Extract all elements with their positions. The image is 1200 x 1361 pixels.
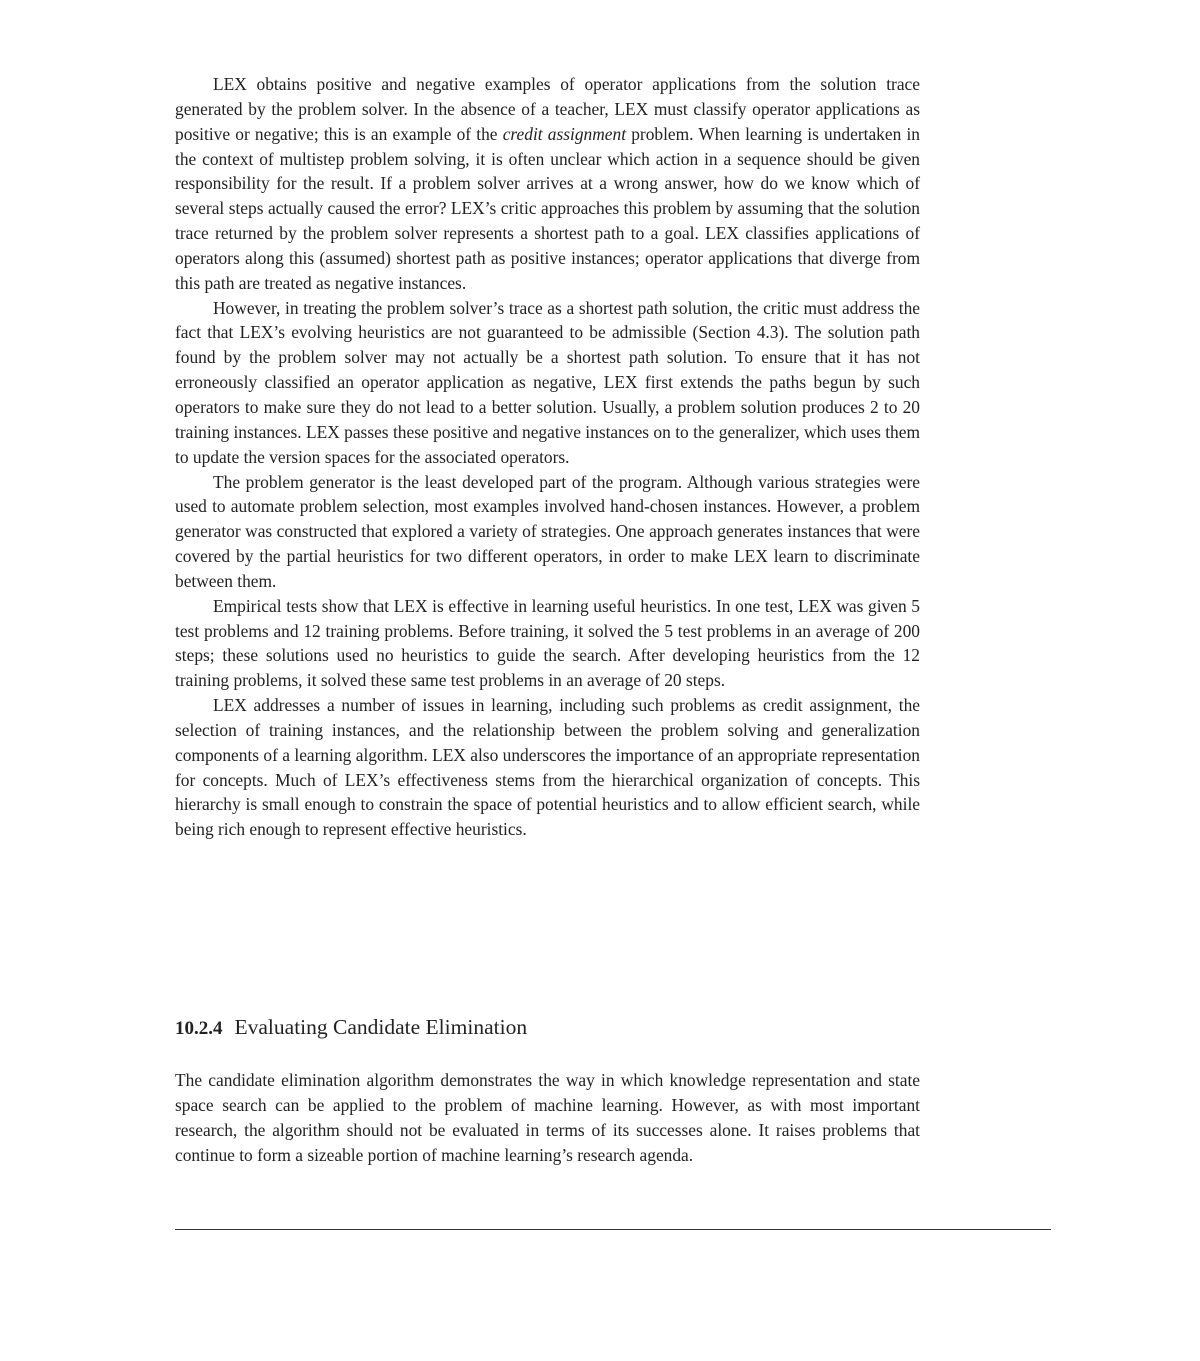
section-title: Evaluating Candidate Elimination xyxy=(234,1015,528,1039)
paragraph-text: problem. When learning is undertaken in the context of multistep problem solving, it is often unclear which action in a sequence should be given responsibility for the result. If a problem solver arrives at a wrong answer, how do we know which of several steps actually caused the error? LEX’s critic approaches this problem by assuming that the solution trace returned by the problem solver represents a shortest path to a goal. LEX classifies applications of operators along this (assumed) shortest path as positive instances; operator applications that diverge from this path are treated as negative instances. xyxy=(175,123,920,293)
paragraph-text: LEX obtains positive and negative examples of operator applications from the solution trace generated by the problem solver. In the absence of a teacher, LEX must classify operator applications as positive or negative; this is an example of the xyxy=(175,74,920,144)
emphasis-credit-assignment: credit assignment xyxy=(502,123,627,144)
paragraph-problem-generator: The problem generator is the least developed part of the program. Although various strategies were used to automate problem selection, most examples involved hand-chosen instances. However, a problem generator was constructed that explored a variety of strategies. One approach generates instances that were covered by the partial heuristics for two different operators, in order to make LEX learn to discriminate between them. xyxy=(175,471,920,591)
paragraph-empirical-tests: Empirical tests show that LEX is effective in learning useful heuristics. In one test, LEX was given 5 test problems and 12 training problems. Before training, it solved the 5 test problems in an average of 200 steps; these solutions used no heuristics to guide the search. After developing heuristics from the 12 training problems, it solved these same test problems in an average of 20 steps. xyxy=(175,595,920,691)
paragraph-candidate-elimination: The candidate elimination algorithm demonstrates the way in which knowledge representation and state space search can be applied to the problem of machine learning. However, as with most important research, the algorithm should not be evaluated in terms of its successes alone. It raises problems that continue to form a sizeable portion of machine learning’s research agenda. xyxy=(175,1070,920,1165)
paragraph-lex-examples xyxy=(175,72,920,296)
body-text xyxy=(175,72,920,842)
paragraph-critic: However, in treating the problem solver’s trace as a shortest path solution, the critic must address the fact that LEX’s evolving heuristics are not guaranteed to be admissible (Section 4.3). The solution path found by the problem solver may not actually be a shortest path solution. To ensure that it has not erroneously classified an operator application as negative, LEX first extends the paths begun by such operators to make sure they do not lead to a better solution. Usually, a problem solution produces 2 to 20 training instances. LEX passes these positive and negative instances on to the generalizer, which uses them to update the version spaces for the associated operators. xyxy=(175,297,920,467)
horizontal-rule xyxy=(175,1229,1051,1230)
section-body xyxy=(175,1068,920,1167)
section-number: 10.2.4 xyxy=(175,1018,223,1039)
section-heading xyxy=(175,1012,920,1044)
paragraph-lex-issues: LEX addresses a number of issues in learning, including such problems as credit assignment, the selection of training instances, and the relationship between the problem solving and generalization components of a learning algorithm. LEX also underscores the importance of an appropriate representation for concepts. Much of LEX’s effectiveness stems from the hierarchical organization of concepts. This hierarchy is small enough to constrain the space of potential heuristics and to allow efficient search, while being rich enough to represent effective heuristics. xyxy=(175,695,920,840)
